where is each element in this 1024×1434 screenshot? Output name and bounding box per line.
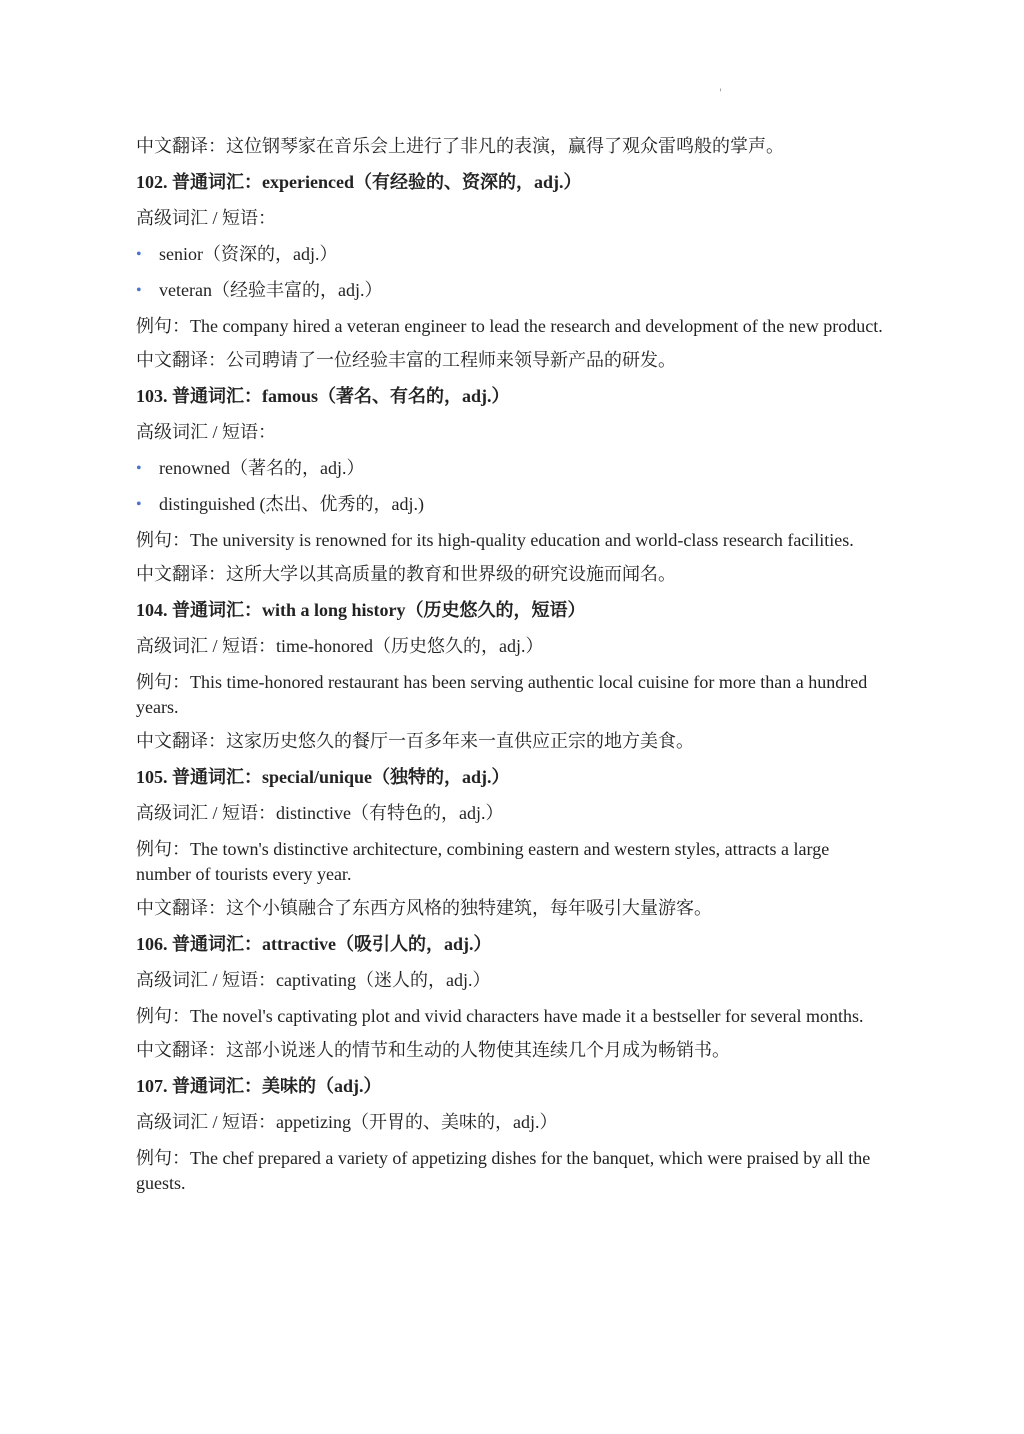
text-line: 高级词汇 / 短语： [136, 208, 277, 228]
vocabulary-content [136, 134, 886, 1205]
synonym-text: veteran（经验丰富的，adj.） [159, 280, 383, 300]
bullet-dot-icon: • [136, 460, 142, 477]
bullet-dot-icon: • [136, 496, 142, 513]
text-line: 中文翻译：这位钢琴家在音乐会上进行了非凡的表演，赢得了观众雷鸣般的掌声。 [136, 136, 784, 156]
synonym-list-item [136, 242, 886, 267]
example-sentence: 例句：The company hired a veteran engineer to lead the research and development of the new product. [136, 316, 883, 336]
text-line: 高级词汇 / 短语：time-honored（历史悠久的，adj.） [136, 636, 544, 656]
synonym-list-item [136, 492, 886, 517]
entry-heading: 104. 普通词汇：with a long history（历史悠久的，短语） [136, 600, 586, 620]
text-line: 中文翻译：这家历史悠久的餐厅一百多年来一直供应正宗的地方美食。 [136, 731, 694, 751]
synonym-text: distinguished (杰出、优秀的，adj.) [159, 494, 424, 514]
example-sentence: 例句：The novel's captivating plot and vivid characters have made it a bestseller for several months. [136, 1006, 864, 1026]
entry-heading: 103. 普通词汇：famous（著名、有名的，adj.） [136, 386, 510, 406]
example-sentence: 例句：The university is renowned for its high-quality education and world-class research facilities. [136, 530, 854, 550]
entry-heading: 107. 普通词汇：美味的（adj.） [136, 1076, 382, 1096]
text-line: 中文翻译：公司聘请了一位经验丰富的工程师来领导新产品的研发。 [136, 350, 676, 370]
text-line: 高级词汇 / 短语：appetizing（开胃的、美味的，adj.） [136, 1112, 558, 1132]
bullet-dot-icon: • [136, 282, 142, 299]
example-sentence: 例句：This time-honored restaurant has been serving authentic local cuisine for more than a hundred years. [136, 672, 868, 717]
entry-heading: 102. 普通词汇：experienced（有经验的、资深的，adj.） [136, 172, 582, 192]
example-sentence: 例句：The town's distinctive architecture, combining eastern and western styles, attracts a large number of tourists every year. [136, 839, 830, 884]
text-line: 中文翻译：这所大学以其高质量的教育和世界级的研究设施而闻名。 [136, 564, 676, 584]
synonym-list-item [136, 278, 886, 303]
page-mark: ' [719, 88, 722, 99]
text-line: 高级词汇 / 短语： [136, 422, 277, 442]
entry-heading: 105. 普通词汇：special/unique（独特的，adj.） [136, 767, 510, 787]
entry-heading: 106. 普通词汇：attractive（吸引人的，adj.） [136, 934, 492, 954]
text-line: 高级词汇 / 短语：distinctive（有特色的，adj.） [136, 803, 504, 823]
example-sentence: 例句：The chef prepared a variety of appetizing dishes for the banquet, which were praised by all the guests. [136, 1148, 871, 1193]
synonym-list-item [136, 456, 886, 481]
synonym-text: senior（资深的，adj.） [159, 244, 338, 264]
synonym-text: renowned（著名的，adj.） [159, 458, 365, 478]
bullet-dot-icon: • [136, 246, 142, 263]
text-line: 中文翻译：这部小说迷人的情节和生动的人物使其连续几个月成为畅销书。 [136, 1040, 730, 1060]
text-line: 中文翻译：这个小镇融合了东西方风格的独特建筑，每年吸引大量游客。 [136, 898, 712, 918]
text-line: 高级词汇 / 短语：captivating（迷人的，adj.） [136, 970, 491, 990]
